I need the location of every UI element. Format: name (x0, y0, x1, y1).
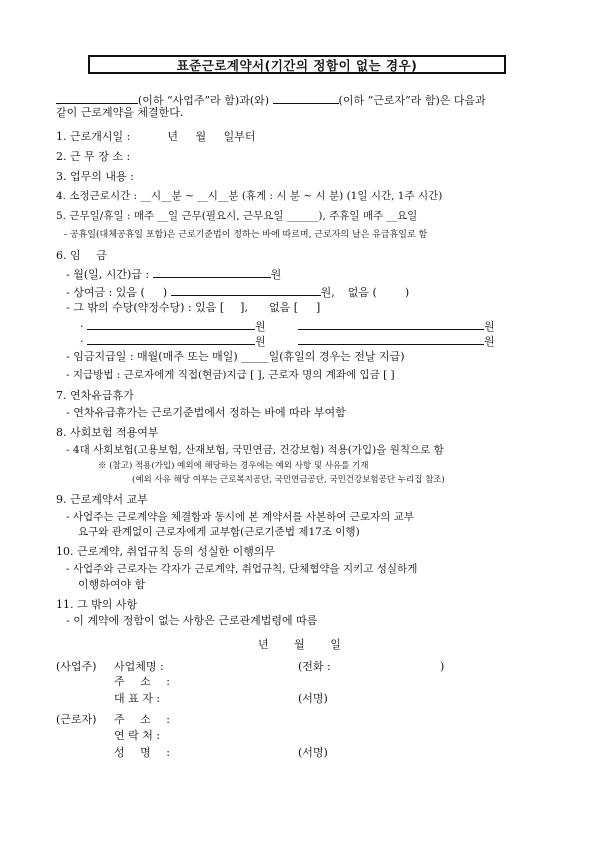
item-number: 10. (56, 545, 74, 558)
workdays-label: 근무일/휴일 : 매주 __일 근무(필요시, 근무요일 ______), 주휴일 매주 __요일 (69, 210, 418, 222)
pay-method-line: - 지급방법 : 근로자에게 직접(현금)지급 [ ], 근로자 명의 계좌에 입금 [ ] (66, 369, 395, 381)
insurance-reference-note: ※ (참고) 적용(가입) 예외에 해당하는 경우에는 예외 사항 및 사유를 기재 (98, 461, 369, 471)
item-number: 4. (56, 190, 67, 202)
allowance-label: - 그 밖의 수당(약정수당) : 있음 [ (66, 301, 225, 314)
wage-label: 임 금 (70, 249, 113, 262)
allowance-blank[interactable] (298, 318, 484, 330)
item-number: 6. (56, 249, 67, 262)
allowance-row-2b (298, 333, 495, 349)
allowance-blank[interactable] (87, 318, 255, 330)
holiday-note: - 공휴일(대체공휴일 포함)은 근로기준법이 정하는 바에 따르며, 근로자의 날은 유급휴일로 함 (64, 230, 428, 240)
insurance-exception-note: (예외 사유 해당 여부는 근로복지공단, 국민연금공단, 국민건강보험공단 누리집 참조) (132, 475, 445, 485)
document-title: 표준근로계약서(기간의 정함이 없는 경우) (88, 55, 506, 74)
won-unit: 원 (484, 335, 495, 348)
item-4 (56, 189, 442, 203)
bonus-amount-blank[interactable] (171, 284, 321, 296)
allowance-row-2 (80, 333, 266, 349)
representative-label: 대 표 자 : (114, 692, 161, 705)
won-unit: 원 (270, 268, 282, 281)
item-5 (56, 209, 417, 223)
item-number: 3. (56, 170, 67, 183)
annual-leave-text: - 연차유급휴가는 근로기준법에서 정하는 바에 따라 부여함 (66, 406, 346, 419)
item-11 (56, 598, 137, 612)
phone-label[interactable]: (전화 : (298, 660, 331, 673)
item-6 (56, 249, 113, 263)
employer-name-blank[interactable] (56, 92, 138, 104)
item-1 (56, 130, 255, 144)
monthly-wage-blank[interactable] (153, 266, 271, 278)
item-8 (56, 426, 159, 440)
monthly-wage-line (66, 266, 281, 282)
monthly-wage-label: - 월(일, 시간)급 : (66, 268, 150, 281)
bonus-none-paren: ) (404, 286, 410, 299)
won-unit: 원 (484, 320, 495, 333)
won-unit: 원, (320, 286, 335, 299)
obligation-label: 근로계약, 취업규칙 등의 성실한 이행의무 (77, 545, 276, 558)
intro-worker-text: (이하 “근로자”라 함)은 다음과 (338, 94, 486, 107)
worker-name-blank[interactable] (273, 92, 339, 104)
allowance-blank[interactable] (87, 333, 255, 345)
item-number: 11. (56, 598, 74, 611)
allowance-none-bracket: ] (316, 301, 321, 314)
allowance-row-1b (298, 318, 495, 334)
allowance-bracket: ], (240, 301, 248, 314)
allowance-row-1 (80, 318, 266, 334)
allowance-none-label: 없음 [ (268, 301, 299, 314)
item-number: 1. (56, 130, 67, 143)
worker-address-label: 주 소 : (114, 713, 170, 726)
item-9 (56, 493, 148, 507)
item-3 (56, 170, 134, 184)
item-number: 5. (56, 210, 67, 222)
start-date-label: 근로개시일 : (70, 130, 131, 143)
bonus-label: - 상여금 : 있음 ( (66, 286, 145, 299)
bullet: · (80, 335, 84, 348)
allowance-line (66, 301, 320, 315)
social-insurance-label: 사회보험 적용여부 (70, 426, 159, 439)
item-7 (56, 389, 134, 403)
bonus-line (66, 284, 409, 300)
bonus-paren: ) (162, 286, 168, 299)
employer-role-label: (사업주) (56, 660, 97, 673)
won-unit: 원 (255, 320, 266, 333)
item-number: 8. (56, 426, 67, 439)
workplace-label: 근 무 장 소 : (70, 150, 131, 163)
worker-signature[interactable]: (서명) (298, 746, 328, 759)
bullet: · (80, 320, 84, 333)
other-matters-label: 그 밖의 사항 (77, 598, 138, 611)
worker-role-label: (근로자) (56, 713, 97, 726)
contract-delivery-text-1: - 사업주는 근로계약을 체결함과 동시에 본 계약서를 사본하여 근로자의 교부 (66, 511, 415, 523)
allowance-blank[interactable] (298, 333, 484, 345)
employer-address-label: 주 소 : (114, 675, 170, 688)
employer-signature[interactable]: (서명) (298, 692, 328, 705)
contract-delivery-text-2: 요구와 관계없이 근로자에게 교부함(근로기준법 제17조 이행) (78, 526, 360, 538)
contract-date[interactable]: 년 월 일 (258, 638, 341, 651)
item-10 (56, 545, 275, 559)
annual-leave-label: 연차유급휴가 (70, 389, 134, 402)
intro-employer-text: (이하 “사업주”라 함)과(와) (138, 94, 270, 107)
working-hours-label: 소정근로시간 : __시__분 ~ __시__분 (휴게 : 시 분 ~ 시 분) (1일 시간, 1주 시간) (69, 190, 443, 202)
won-unit: 원 (255, 335, 266, 348)
item-2 (56, 150, 130, 164)
item-number: 7. (56, 389, 67, 402)
intro-line-2: 같이 근로계약을 체결한다. (56, 106, 184, 119)
business-name-label: 사업체명 : (114, 660, 164, 673)
job-description-label: 업무의 내용 : (70, 170, 134, 183)
pay-day-line: - 임금지급일 : 매월(매주 또는 매일) _____일(휴일의 경우는 전날 지급) (66, 350, 405, 363)
worker-name-label: 성 명 : (114, 746, 170, 759)
other-matters-text: - 이 계약에 정함이 없는 사항은 근로관계법령에 따름 (66, 614, 318, 627)
contract-delivery-label: 근로계약서 교부 (70, 493, 148, 506)
item-number: 2. (56, 150, 67, 163)
phone-close: ) (440, 660, 445, 673)
start-date-value[interactable]: 년 월 일부터 (167, 130, 256, 143)
item-number: 9. (56, 493, 67, 506)
obligation-text-2: 이행하여야 함 (78, 578, 146, 591)
bonus-none-label: 없음 ( (347, 286, 377, 299)
obligation-text-1: - 사업주와 근로자는 각자가 근로계약, 취업규칙, 단체협약을 지키고 성실하게 (66, 563, 418, 575)
worker-contact-label: 연 락 처 : (114, 729, 161, 742)
social-insurance-text: - 4대 사회보험(고용보험, 산재보험, 국민연금, 건강보험) 적용(가입)을 원칙으로 함 (66, 444, 444, 456)
